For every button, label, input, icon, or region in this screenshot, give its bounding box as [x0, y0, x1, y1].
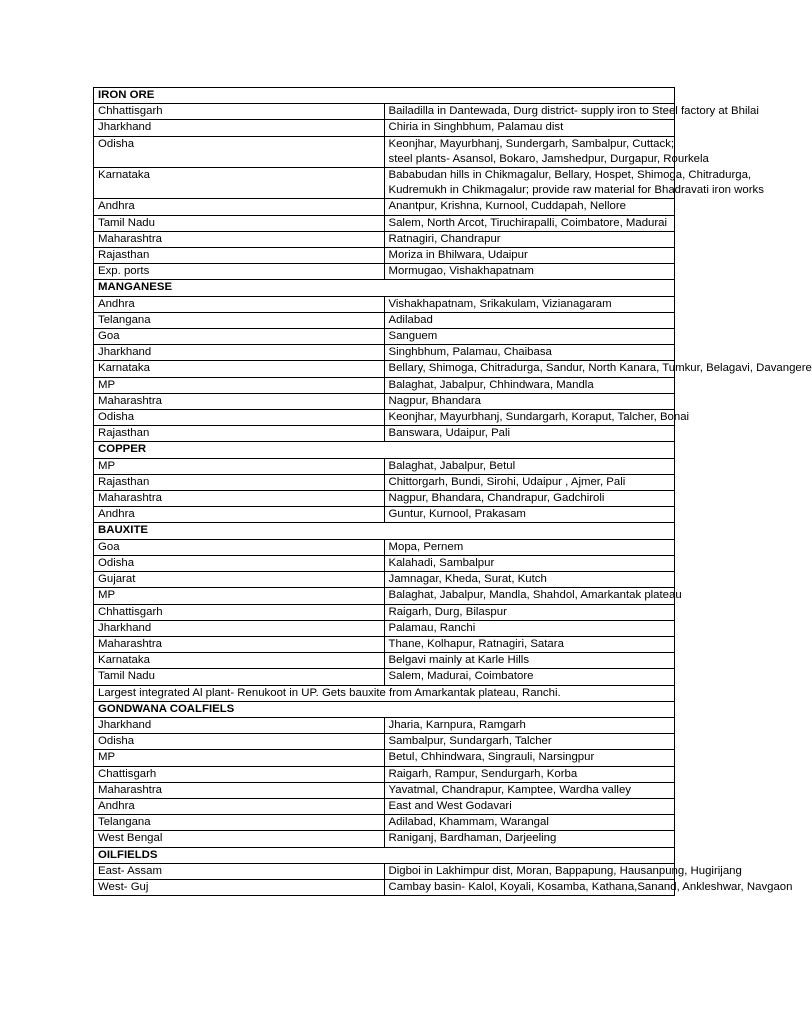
locations-line: Jamnagar, Kheda, Surat, Kutch: [388, 573, 547, 586]
locations-cell: [384, 458, 675, 474]
table-row: [94, 104, 675, 120]
locations-line: Balaghat, Jabalpur, Chhindwara, Mandla: [388, 378, 594, 391]
state-cell: Odisha: [94, 136, 385, 167]
locations-cell: [384, 491, 675, 507]
locations-cell: [384, 539, 675, 555]
locations-line: Digboi in Lakhimpur dist, Moran, Bappapung, Hausanpung, Hugirijang: [388, 864, 742, 877]
locations-cell: [384, 766, 675, 782]
locations-line: Belgavi mainly at Karle Hills: [388, 654, 530, 667]
locations-line: Mormugao, Vishakhapatnam: [388, 265, 534, 278]
locations-cell: [384, 312, 675, 328]
locations-cell: [384, 199, 675, 215]
table-row: [94, 539, 675, 555]
state-cell: MP: [94, 750, 385, 766]
table-row: [94, 199, 675, 215]
table-row: [94, 620, 675, 636]
table-row: [94, 636, 675, 652]
table-row: [94, 136, 675, 167]
locations-line: Sanguem: [388, 330, 438, 343]
state-cell: Telangana: [94, 815, 385, 831]
locations-line: Palamau, Ranchi: [388, 621, 476, 634]
locations-cell: [384, 750, 675, 766]
state-cell: Jharkhand: [94, 120, 385, 136]
locations-line: Chittorgarh, Bundi, Sirohi, Udaipur , Ajmer, Pali: [388, 475, 626, 488]
state-cell: MP: [94, 458, 385, 474]
section-title: BAUXITE: [94, 523, 675, 539]
locations-cell: [384, 329, 675, 345]
state-cell: Andhra: [94, 296, 385, 312]
table-row: [94, 507, 675, 523]
locations-cell: [384, 734, 675, 750]
state-cell: Tamil Nadu: [94, 215, 385, 231]
locations-line: Kalahadi, Sambalpur: [388, 556, 495, 569]
locations-line: Yavatmal, Chandrapur, Kamptee, Wardha valley: [388, 783, 631, 796]
state-cell: Chhattisgarh: [94, 604, 385, 620]
locations-cell: [384, 248, 675, 264]
state-cell: Goa: [94, 329, 385, 345]
locations-cell: [384, 555, 675, 571]
section-header-row: [94, 701, 675, 717]
table-row: [94, 653, 675, 669]
locations-cell: [384, 231, 675, 247]
locations-cell: [384, 863, 742, 879]
table-row: [94, 669, 675, 685]
table-row: [94, 345, 675, 361]
locations-cell: [384, 653, 675, 669]
locations-line: Nagpur, Bhandara: [388, 394, 481, 407]
locations-line: Balaghat, Jabalpur, Mandla, Shahdol, Amarkantak plateau: [388, 589, 682, 602]
state-cell: Odisha: [94, 555, 385, 571]
locations-cell: [384, 669, 675, 685]
locations-cell: [384, 636, 675, 652]
locations-line: Adilabad: [388, 313, 433, 326]
state-cell: MP: [94, 588, 385, 604]
section-note: Largest integrated Al plant- Renukoot in UP. Gets bauxite from Amarkantak plateau, Ranchi.: [94, 685, 675, 701]
state-cell: Jharkhand: [94, 345, 385, 361]
section-title: IRON ORE: [94, 88, 675, 104]
locations-cell: [384, 296, 675, 312]
section-header-row: [94, 847, 675, 863]
locations-line: Raniganj, Bardhaman, Darjeeling: [388, 832, 557, 845]
minerals-table: [93, 87, 812, 896]
state-cell: Andhra: [94, 798, 385, 814]
locations-line: Jharia, Karnpura, Ramgarh: [388, 718, 526, 731]
table-row: [94, 604, 675, 620]
locations-cell: [384, 815, 675, 831]
state-cell: Jharkhand: [94, 620, 385, 636]
state-cell: Chhattisgarh: [94, 104, 385, 120]
locations-cell: [384, 377, 675, 393]
table-row: [94, 766, 675, 782]
section-header-row: [94, 523, 675, 539]
state-cell: East- Assam: [94, 863, 385, 879]
state-cell: Rajasthan: [94, 426, 385, 442]
state-cell: Rajasthan: [94, 474, 385, 490]
locations-line: steel plants- Asansol, Bokaro, Jamshedpur, Durgapur, Rourkela: [388, 152, 709, 165]
table-row: [94, 815, 675, 831]
table-row: [94, 361, 675, 377]
table-row: [94, 393, 675, 409]
table-row: [94, 555, 675, 571]
table-row: [94, 750, 675, 766]
state-cell: Gujarat: [94, 572, 385, 588]
locations-line: Kudremukh in Chikmagalur; provide raw material for Bhadravati iron works: [388, 184, 764, 197]
section-header-row: [94, 280, 675, 296]
locations-line: Keonjhar, Mayurbhanj, Sundargarh, Koraput, Talcher, Bonai: [388, 411, 690, 424]
state-cell: Maharashtra: [94, 393, 385, 409]
locations-cell: [384, 120, 675, 136]
locations-line: Vishakhapatnam, Srikakulam, Vizianagaram: [388, 297, 612, 310]
locations-line: Salem, North Arcot, Tiruchirapalli, Coimbatore, Madurai: [388, 216, 668, 229]
state-cell: Odisha: [94, 410, 385, 426]
locations-line: East and West Godavari: [388, 799, 512, 812]
locations-line: Ratnagiri, Chandrapur: [388, 232, 501, 245]
state-cell: Maharashtra: [94, 231, 385, 247]
locations-line: Balaghat, Jabalpur, Betul: [388, 459, 516, 472]
table-row: [94, 458, 675, 474]
table-row: [94, 410, 675, 426]
locations-cell: [384, 168, 764, 199]
state-cell: Andhra: [94, 507, 385, 523]
state-cell: Maharashtra: [94, 491, 385, 507]
locations-cell: [384, 426, 675, 442]
locations-line: Sambalpur, Sundargarh, Talcher: [388, 735, 552, 748]
state-cell: Goa: [94, 539, 385, 555]
locations-line: Guntur, Kurnool, Prakasam: [388, 508, 526, 521]
table-row: [94, 782, 675, 798]
table-row: [94, 120, 675, 136]
locations-cell: [384, 831, 675, 847]
table-row: [94, 717, 675, 733]
minerals-table-body: [94, 88, 812, 896]
locations-cell: [384, 717, 675, 733]
state-cell: Jharkhand: [94, 717, 385, 733]
locations-cell: [384, 410, 690, 426]
state-cell: Exp. ports: [94, 264, 385, 280]
state-cell: West Bengal: [94, 831, 385, 847]
locations-line: Betul, Chhindwara, Singrauli, Narsingpur: [388, 751, 595, 764]
state-cell: West- Guj: [94, 879, 385, 895]
table-row: [94, 798, 675, 814]
table-row: [94, 863, 675, 879]
locations-line: Thane, Kolhapur, Ratnagiri, Satara: [388, 637, 564, 650]
locations-line: Bailadilla in Dantewada, Durg district- supply iron to Steel factory at Bhilai: [388, 105, 759, 118]
locations-cell: [384, 215, 675, 231]
state-cell: Odisha: [94, 734, 385, 750]
locations-line: Banswara, Udaipur, Pali: [388, 427, 511, 440]
locations-line: Adilabad, Khammam, Warangal: [388, 816, 549, 829]
state-cell: Telangana: [94, 312, 385, 328]
state-cell: Andhra: [94, 199, 385, 215]
locations-cell: [384, 136, 709, 167]
state-cell: MP: [94, 377, 385, 393]
locations-cell: [384, 507, 675, 523]
locations-cell: [384, 588, 682, 604]
table-row: [94, 588, 675, 604]
table-row: [94, 296, 675, 312]
locations-line: Cambay basin- Kalol, Koyali, Kosamba, Kathana,Sanand, Ankleshwar, Navgaon: [388, 880, 793, 893]
table-row: [94, 329, 675, 345]
locations-cell: [384, 798, 675, 814]
section-title: MANGANESE: [94, 280, 675, 296]
table-row: [94, 312, 675, 328]
table-row: [94, 377, 675, 393]
table-row: [94, 879, 675, 895]
table-row: [94, 215, 675, 231]
locations-line: Moriza in Bhilwara, Udaipur: [388, 249, 528, 262]
state-cell: Maharashtra: [94, 782, 385, 798]
table-row: [94, 426, 675, 442]
locations-line: Anantpur, Krishna, Kurnool, Cuddapah, Nellore: [388, 200, 626, 213]
locations-cell: [384, 264, 675, 280]
locations-cell: [384, 361, 812, 377]
locations-cell: [384, 474, 675, 490]
locations-line: Chiria in Singhbhum, Palamau dist: [388, 121, 564, 134]
state-cell: Chattisgarh: [94, 766, 385, 782]
locations-line: Bellary, Shimoga, Chitradurga, Sandur, North Kanara, Tumkur, Belagavi, Davangere: [388, 362, 812, 375]
locations-line: Salem, Madurai, Coimbatore: [388, 670, 534, 683]
locations-cell: [384, 879, 793, 895]
table-row: [94, 231, 675, 247]
state-cell: Tamil Nadu: [94, 669, 385, 685]
state-cell: Karnataka: [94, 168, 385, 199]
section-title: GONDWANA COALFIELS: [94, 701, 675, 717]
section-header-row: [94, 88, 675, 104]
state-cell: Karnataka: [94, 653, 385, 669]
table-row: [94, 734, 675, 750]
section-title: COPPER: [94, 442, 675, 458]
table-row: [94, 474, 675, 490]
locations-line: Bababudan hills in Chikmagalur, Bellary, Hospet, Shimoga, Chitradurga,: [388, 169, 752, 182]
section-header-row: [94, 442, 675, 458]
locations-line: Nagpur, Bhandara, Chandrapur, Gadchiroli: [388, 492, 605, 505]
locations-line: Raigarh, Durg, Bilaspur: [388, 605, 507, 618]
section-title: OILFIELDS: [94, 847, 675, 863]
table-row: [94, 168, 675, 199]
locations-cell: [384, 620, 675, 636]
locations-cell: [384, 572, 675, 588]
locations-cell: [384, 604, 675, 620]
table-row: [94, 572, 675, 588]
state-cell: Maharashtra: [94, 636, 385, 652]
table-row: [94, 264, 675, 280]
locations-cell: [384, 104, 759, 120]
locations-line: Raigarh, Rampur, Sendurgarh, Korba: [388, 767, 578, 780]
locations-line: Singhbhum, Palamau, Chaibasa: [388, 346, 552, 359]
table-row: [94, 248, 675, 264]
locations-line: Mopa, Pernem: [388, 540, 464, 553]
table-row: [94, 491, 675, 507]
locations-cell: [384, 393, 675, 409]
state-cell: Rajasthan: [94, 248, 385, 264]
table-row: [94, 831, 675, 847]
note-row: [94, 685, 675, 701]
locations-cell: [384, 782, 675, 798]
locations-line: Keonjhar, Mayurbhanj, Sundergarh, Sambalpur, Cuttack;: [388, 137, 675, 150]
state-cell: Karnataka: [94, 361, 385, 377]
locations-cell: [384, 345, 675, 361]
